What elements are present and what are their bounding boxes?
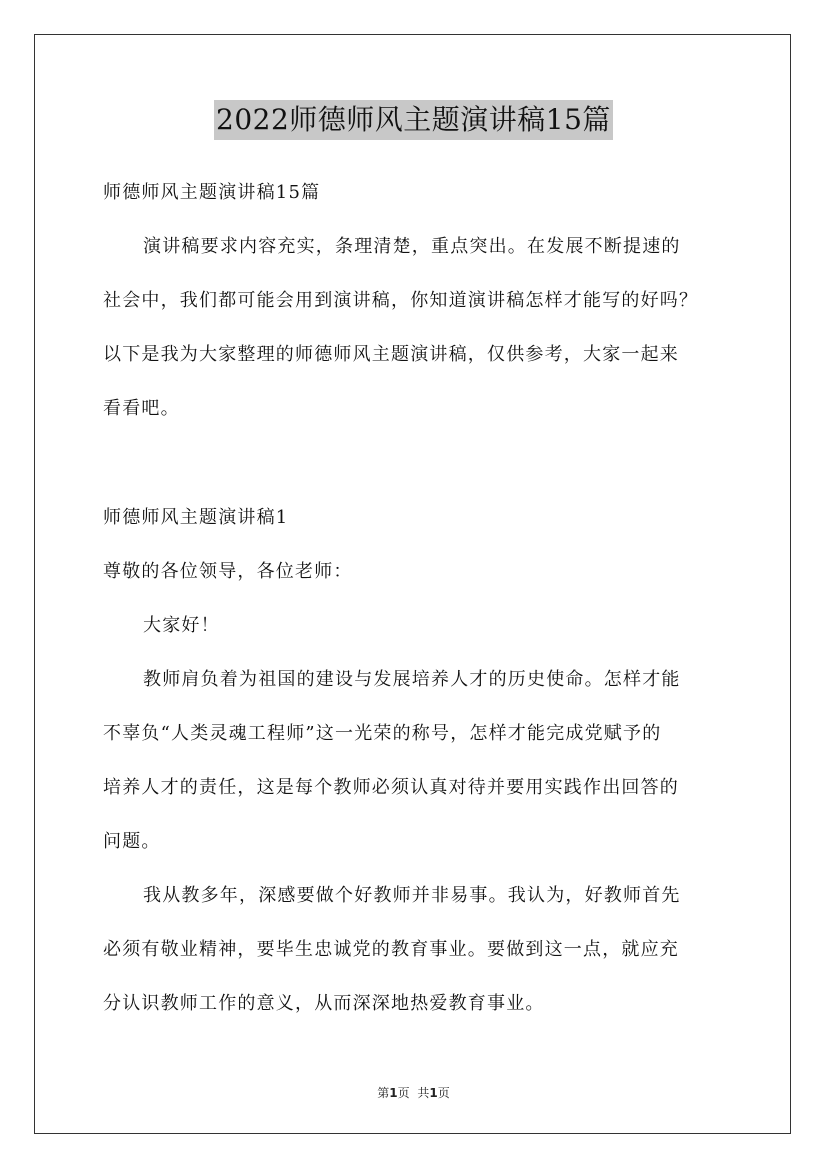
page-footer [0, 1084, 827, 1101]
footer-total-prefix: 共 [417, 1086, 430, 1100]
salutation: 尊敬的各位领导，各位老师： [103, 561, 353, 582]
document-subtitle: 师德师风主题演讲稿15篇 [103, 182, 321, 203]
title-container [0, 100, 827, 140]
intro-line-3: 以下是我为大家整理的师德师风主题演讲稿，仅供参考，大家一起来 [103, 344, 679, 365]
document-title: 2022师德师风主题演讲稿15篇 [214, 100, 613, 140]
footer-page-number: 1 [389, 1086, 398, 1100]
greeting: 大家好！ [143, 615, 220, 636]
para1-line-2: 不辜负“人类灵魂工程师”这一光荣的称号，怎样才能完成党赋予的 [103, 723, 662, 744]
para1-line-3: 培养人才的责任，这是每个教师必须认真对待并要用实践作出回答的 [103, 777, 679, 798]
para2-line-2: 必须有敬业精神，要毕生忠诚党的教育事业。要做到这一点，就应充 [103, 939, 679, 960]
footer-total-suffix: 页 [437, 1086, 450, 1100]
para2-line-3: 分认识教师工作的意义，从而深深地热爱教育事业。 [103, 993, 545, 1014]
intro-line-4: 看看吧。 [103, 398, 180, 419]
para1-line-4: 问题。 [103, 831, 161, 852]
footer-prefix: 第 [377, 1086, 390, 1100]
intro-line-2: 社会中，我们都可能会用到演讲稿，你知道演讲稿怎样才能写的好吗？ [103, 290, 699, 311]
footer-total-pages: 1 [429, 1086, 438, 1100]
para1-line-1: 教师肩负着为祖国的建设与发展培养人才的历史使命。怎样才能 [143, 669, 681, 690]
intro-line-1: 演讲稿要求内容充实，条理清楚，重点突出。在发展不断提速的 [143, 236, 681, 257]
para2-line-1: 我从教多年，深感要做个好教师并非易事。我认为，好教师首先 [143, 885, 681, 906]
footer-page-suffix: 页 [397, 1086, 410, 1100]
section-heading: 师德师风主题演讲稿1 [103, 507, 289, 528]
